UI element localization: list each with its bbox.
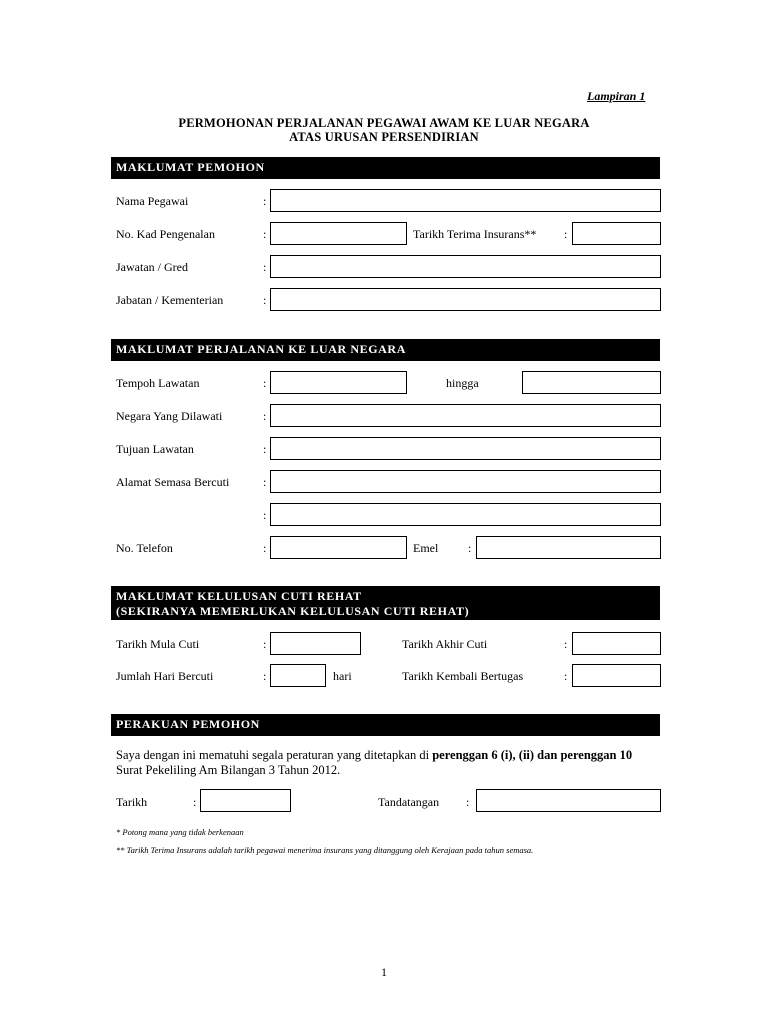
label-emel: Emel xyxy=(413,541,439,555)
kad-pengenalan-field[interactable] xyxy=(270,222,407,245)
section-heading-pemohon: MAKLUMAT PEMOHON xyxy=(111,157,660,179)
colon: : xyxy=(564,227,568,241)
label-jumlah-hari-bercuti: Jumlah Hari Bercuti xyxy=(116,669,214,683)
tarikh-akhir-cuti-field[interactable] xyxy=(572,632,661,655)
footnote-insurans: ** Tarikh Terima Insurans adalah tarikh pegawai menerima insurans yang ditanggung oleh Kerajaan pada tahun semasa. xyxy=(116,845,534,855)
telefon-field[interactable] xyxy=(270,536,407,559)
label-hari: hari xyxy=(333,669,352,683)
colon: : xyxy=(263,669,267,683)
tarikh-mula-cuti-field[interactable] xyxy=(270,632,361,655)
label-jabatan-kementerian: Jabatan / Kementerian xyxy=(116,293,224,307)
alamat-line1-field[interactable] xyxy=(270,470,661,493)
tempoh-mula-field[interactable] xyxy=(270,371,407,394)
tarikh-field[interactable] xyxy=(200,789,291,812)
colon: : xyxy=(263,541,267,555)
colon: : xyxy=(466,795,470,809)
footnote-potong: * Potong mana yang tidak berkenaan xyxy=(116,827,244,837)
form-title-line1: PERMOHONAN PERJALANAN PEGAWAI AWAM KE LUAR NEGARA xyxy=(178,116,590,130)
label-hingga: hingga xyxy=(446,376,479,390)
page-number: 1 xyxy=(381,965,387,979)
form-title-line2: ATAS URUSAN PERSENDIRIAN xyxy=(289,130,479,144)
nama-pegawai-field[interactable] xyxy=(270,189,661,212)
colon: : xyxy=(263,260,267,274)
label-tandatangan: Tandatangan xyxy=(378,795,440,809)
colon: : xyxy=(263,409,267,423)
label-alamat-bercuti: Alamat Semasa Bercuti xyxy=(116,475,230,489)
section-heading-perakuan: PERAKUAN PEMOHON xyxy=(111,714,660,736)
label-tempoh-lawatan: Tempoh Lawatan xyxy=(116,376,200,390)
attachment-label: Lampiran 1 xyxy=(587,89,646,103)
section-heading-perjalanan: MAKLUMAT PERJALANAN KE LUAR NEGARA xyxy=(111,339,660,361)
label-kad-pengenalan: No. Kad Pengenalan xyxy=(116,227,215,241)
label-jawatan-gred: Jawatan / Gred xyxy=(116,260,188,274)
colon: : xyxy=(263,637,267,651)
jabatan-kementerian-field[interactable] xyxy=(270,288,661,311)
tandatangan-field[interactable] xyxy=(476,789,661,812)
alamat-line2-field[interactable] xyxy=(270,503,661,526)
label-tarikh-mula-cuti: Tarikh Mula Cuti xyxy=(116,637,200,651)
emel-field[interactable] xyxy=(476,536,661,559)
tempoh-akhir-field[interactable] xyxy=(522,371,661,394)
label-tarikh-kembali-bertugas: Tarikh Kembali Bertugas xyxy=(402,669,524,683)
jawatan-gred-field[interactable] xyxy=(270,255,661,278)
tarikh-kembali-field[interactable] xyxy=(572,664,661,687)
colon: : xyxy=(263,227,267,241)
colon: : xyxy=(263,194,267,208)
label-nama-pegawai: Nama Pegawai xyxy=(116,194,189,208)
tarikh-insurans-field[interactable] xyxy=(572,222,661,245)
colon: : xyxy=(564,669,568,683)
colon: : xyxy=(193,795,197,809)
tujuan-lawatan-field[interactable] xyxy=(270,437,661,460)
label-tarikh-insurans: Tarikh Terima Insurans** xyxy=(413,227,537,241)
colon: : xyxy=(263,442,267,456)
section-heading-cuti-rehat: MAKLUMAT KELULUSAN CUTI REHAT (SEKIRANYA MEMERLUKAN KELULUSAN CUTI REHAT) xyxy=(111,586,660,620)
label-tujuan-lawatan: Tujuan Lawatan xyxy=(116,442,194,456)
declaration-text: Saya dengan ini mematuhi segala peraturan yang ditetapkan di perenggan 6 (i), (ii) dan perenggan 10 Surat Pekeliling Am Bilangan 3 Tahun 2012. xyxy=(116,748,633,777)
label-tarikh-akhir-cuti: Tarikh Akhir Cuti xyxy=(402,637,488,651)
colon: : xyxy=(263,508,267,522)
colon: : xyxy=(564,637,568,651)
label-no-telefon: No. Telefon xyxy=(116,541,173,555)
colon: : xyxy=(263,475,267,489)
label-tarikh: Tarikh xyxy=(116,795,148,809)
label-negara-dilawati: Negara Yang Dilawati xyxy=(116,409,223,423)
colon: : xyxy=(468,541,472,555)
negara-dilawati-field[interactable] xyxy=(270,404,661,427)
colon: : xyxy=(263,293,267,307)
jumlah-hari-field[interactable] xyxy=(270,664,326,687)
colon: : xyxy=(263,376,267,390)
